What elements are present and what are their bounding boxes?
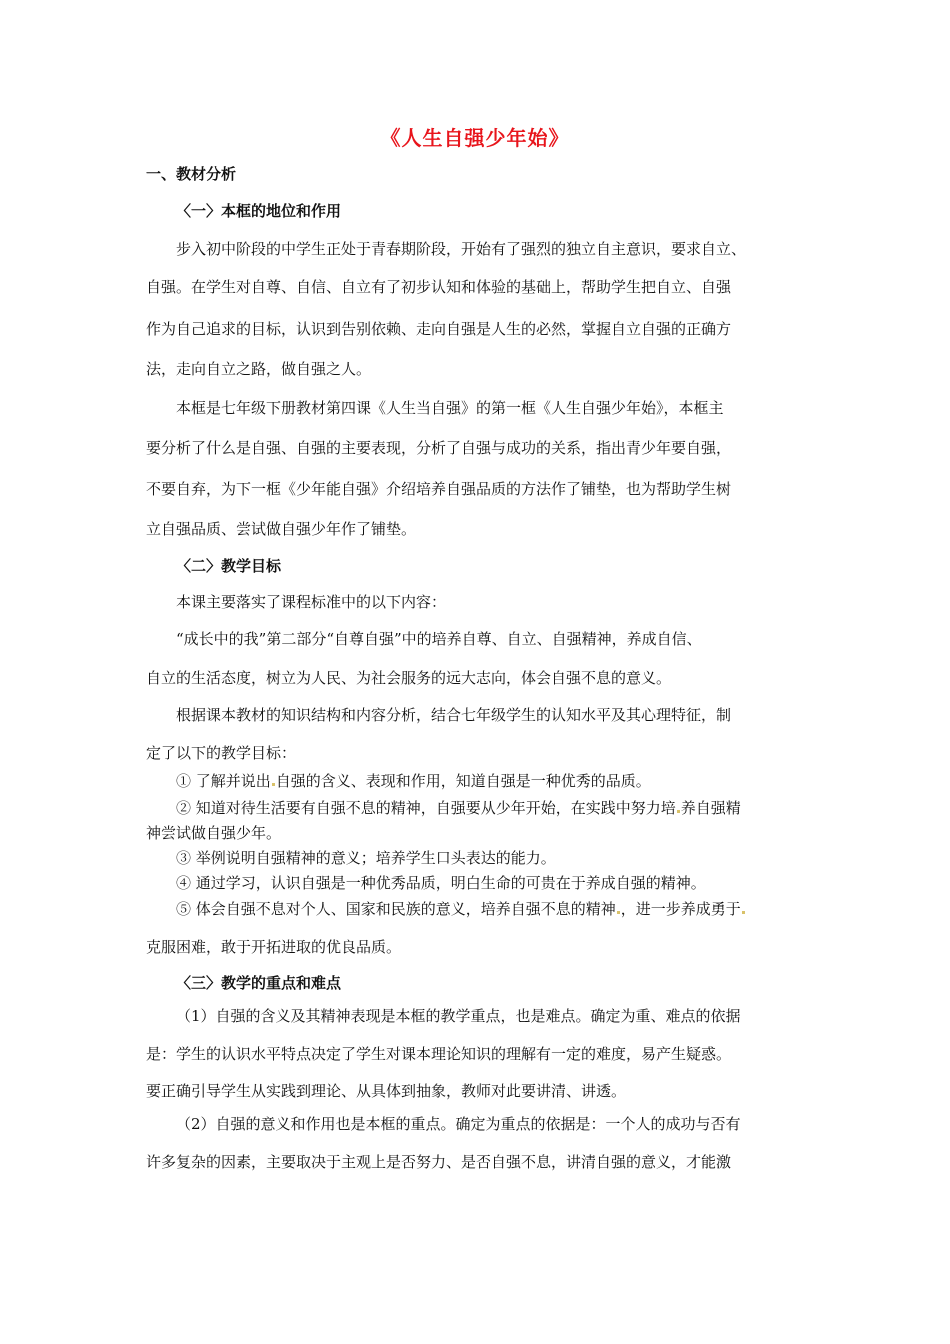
goal-item-5 — [176, 898, 746, 919]
goal-item-2-cont: 神尝试做自强少年。 — [146, 824, 282, 842]
goal-text: ，进一步养成勇于 — [620, 900, 741, 918]
goal-text: ⑤ 体会自强不息对个人、国家和民族的意义，培养自强不息的精神 — [176, 900, 616, 918]
text-mark — [677, 810, 680, 813]
text-mark — [742, 911, 745, 914]
paragraph-line: 本课主要落实了课程标准中的以下内容： — [176, 593, 447, 611]
goal-item-5-cont: 克服困难，敢于开拓进取的优良品质。 — [146, 938, 402, 956]
subsection-heading-goals: 〈二〉教学目标 — [176, 557, 282, 575]
paragraph-line: （1）自强的含义及其精神表现是本框的教学重点，也是难点。确定为重、难点的依据 — [176, 1007, 741, 1025]
paragraph-line: “成长中的我”第二部分“自尊自强”中的培养自尊、自立、自强精神，养成自信、 — [176, 630, 702, 648]
paragraph-line: 立自强品质、尝试做自强少年作了铺垫。 — [146, 520, 417, 538]
paragraph-line: 自立的生活态度，树立为人民、为社会服务的远大志向，体会自强不息的意义。 — [146, 669, 672, 687]
paragraph-line: 不要自弃，为下一框《少年能自强》介绍培养自强品质的方法作了铺垫，也为帮助学生树 — [146, 480, 732, 498]
paragraph-line: 法，走向自立之路，做自强之人。 — [146, 360, 372, 378]
paragraph-line: 自强。在学生对自尊、自信、自立有了初步认知和体验的基础上，帮助学生把自立、自强 — [146, 278, 732, 296]
paragraph-line: 作为自己追求的目标，认识到告别依赖、走向自强是人生的必然，掌握自立自强的正确方 — [146, 320, 732, 338]
paragraph-line: 本框是七年级下册教材第四课《人生当自强》的第一框《人生自强少年始》，本框主 — [176, 399, 724, 417]
paragraph-line: （2）自强的意义和作用也是本框的重点。确定为重点的依据是：一个人的成功与否有 — [176, 1115, 741, 1133]
paragraph-line: 步入初中阶段的中学生正处于青春期阶段，开始有了强烈的独立自主意识，要求自立、 — [176, 240, 747, 258]
paragraph-line: 要正确引导学生从实践到理论、从具体到抽象，教师对此要讲清、讲透。 — [146, 1082, 627, 1100]
goal-item-4: ④ 通过学习，认识自强是一种优秀品质，明白生命的可贵在于养成自强的精神。 — [176, 874, 706, 892]
goal-item-3: ③ 举例说明自强精神的意义；培养学生口头表达的能力。 — [176, 849, 556, 867]
subsection-heading-keypoints: 〈三〉教学的重点和难点 — [176, 974, 342, 992]
goal-item-1 — [176, 770, 651, 791]
subsection-heading-position: 〈一〉本框的地位和作用 — [176, 202, 342, 220]
goal-text: ① 了解并说出 — [176, 772, 271, 790]
paragraph-line: 许多复杂的因素，主要取决于主观上是否努力、是否自强不息，讲清自强的意义，才能激 — [146, 1153, 732, 1171]
paragraph-line: 根据课本教材的知识结构和内容分析，结合七年级学生的认知水平及其心理特征，制 — [176, 706, 732, 724]
document-title: 《人生自强少年始》 — [380, 126, 570, 150]
text-mark — [617, 911, 620, 914]
section-heading-analysis: 一、教材分析 — [146, 165, 237, 183]
goal-text: 养自强精 — [680, 799, 741, 817]
goal-item-2 — [176, 797, 741, 818]
paragraph-line: 要分析了什么是自强、自强的主要表现，分析了自强与成功的关系，指出青少年要自强， — [146, 439, 732, 457]
paragraph-line: 是：学生的认识水平特点决定了学生对课本理论知识的理解有一定的难度，易产生疑惑。 — [146, 1045, 732, 1063]
goal-text: ② 知道对待生活要有自强不息的精神，自强要从少年开始，在实践中努力培 — [176, 799, 676, 817]
goal-text: 自强的含义、表现和作用，知道自强是一种优秀的品质。 — [275, 772, 651, 790]
text-mark — [272, 783, 275, 786]
paragraph-line: 定了以下的教学目标： — [146, 744, 297, 762]
